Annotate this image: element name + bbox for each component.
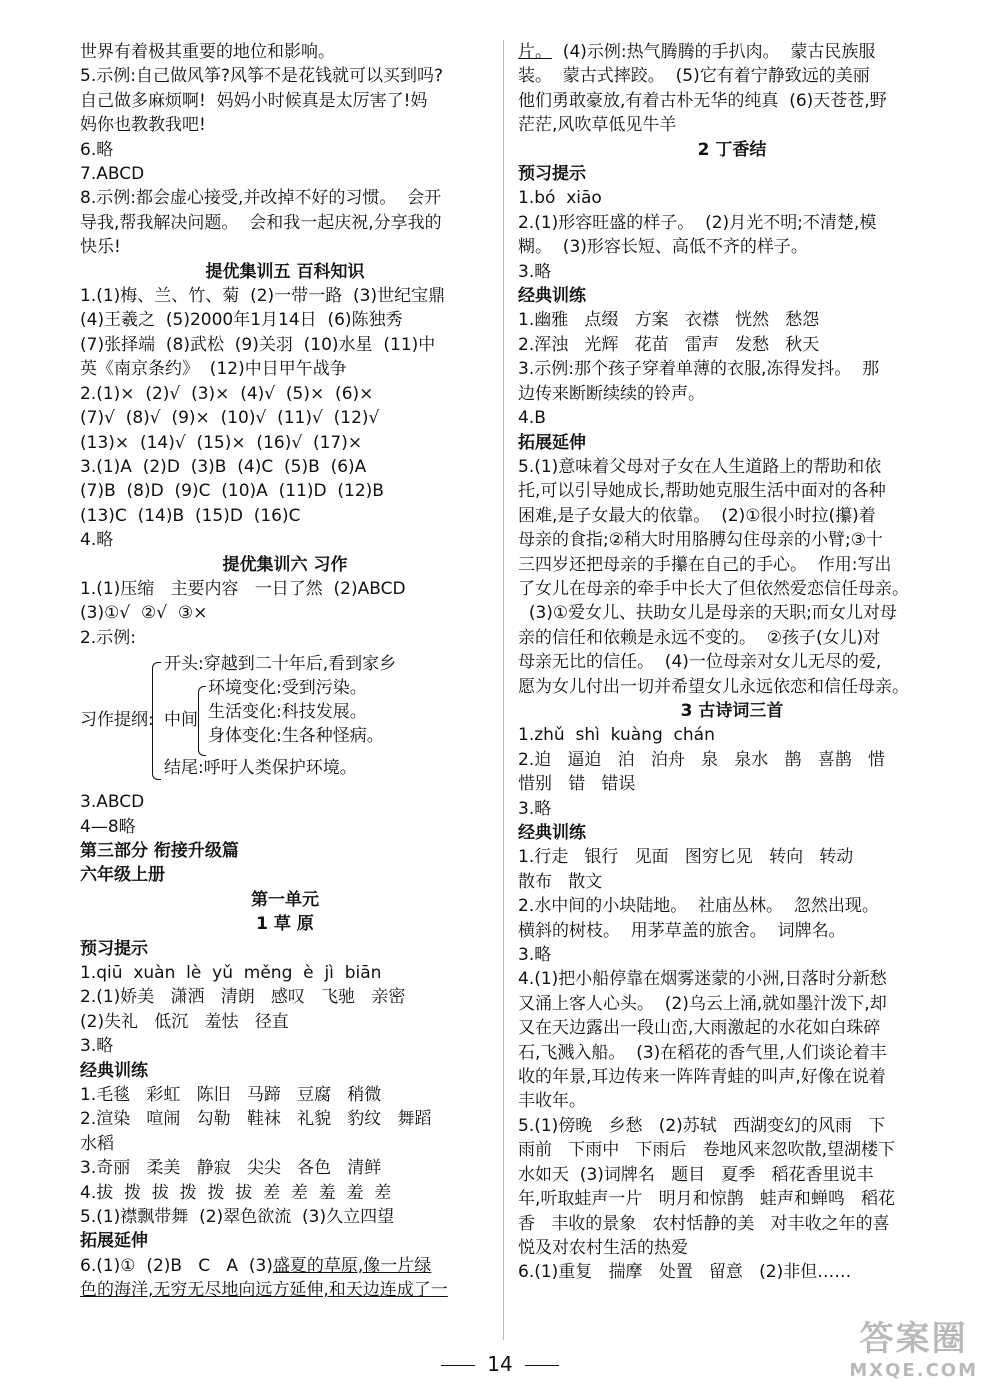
text-line: 8.示例:都会虚心接受,并改掉不好的习惯。 会开 bbox=[80, 188, 442, 209]
subsection-heading: 经典训练 bbox=[80, 1060, 148, 1081]
text-line: 石,飞溅入船。 (3)在稻花的香气里,人们谈论着丰 bbox=[518, 1042, 887, 1063]
text-line: 5.(1)傍晚 乡愁 (2)苏轼 西湖变幻的风雨 下 bbox=[518, 1115, 886, 1136]
text-line: 三四岁还把母亲的手攥在自己的手心。 作用:写出 bbox=[518, 554, 892, 575]
text-line: 香 丰收的景象 农村恬静的美 对丰收之年的喜 bbox=[518, 1213, 890, 1234]
text-line: (7)B (8)D (9)C (10)A (11)D (12)B bbox=[80, 481, 384, 502]
text-line bbox=[80, 1254, 490, 1278]
text-line: 1.(1)梅、兰、竹、菊 (2)一带一路 (3)世纪宝鼎 bbox=[80, 286, 446, 307]
text-line: 装。 蒙古式摔跤。 (5)它有着宁静致远的美丽 bbox=[518, 66, 870, 87]
text-line: 5.(1)襟飘带舞 (2)翠色欲流 (3)久立四望 bbox=[80, 1207, 395, 1228]
text-line: 导我,帮我解决问题。 会和我一起庆祝,分享我的 bbox=[80, 212, 442, 233]
text-line: 1.行走 银行 见面 图穷匕见 转向 转动 bbox=[518, 847, 854, 868]
outline-middle-item: 身体变化:生各种怪病。 bbox=[208, 726, 384, 747]
text-line: 快乐! bbox=[80, 237, 121, 258]
text-line: 愿为女儿付出一切并希望女儿永远依恋和信任母亲。 bbox=[518, 676, 909, 697]
text-line: (3)①√ ②√ ③× bbox=[80, 603, 208, 624]
lesson-heading: 1 草 原 bbox=[256, 914, 314, 935]
text-line: 3.略 bbox=[80, 1036, 114, 1057]
text-line: 英《南京条约》 (12)中日甲午战争 bbox=[80, 359, 347, 380]
text-line: 糊。 (3)形容长短、高低不齐的样子。 bbox=[518, 237, 808, 258]
text-line: 3.略 bbox=[518, 798, 552, 819]
lesson-heading: 2 丁香结 bbox=[697, 139, 767, 160]
subsection-heading: 预习提示 bbox=[80, 938, 148, 959]
text-line: 3.ABCD bbox=[80, 792, 145, 813]
text-line: 收的年景,耳边传来一阵阵青蛙的叫声,好像在说着 bbox=[518, 1067, 886, 1088]
text-segment: 6.(1)① (2)B C A (3) bbox=[80, 1255, 273, 1276]
lesson-heading: 3 古诗词三首 bbox=[680, 700, 784, 721]
subsection-heading: 经典训练 bbox=[518, 823, 586, 843]
text-line: (2)失礼 低沉 羞怯 径直 bbox=[80, 1011, 289, 1032]
outline-brace bbox=[152, 662, 161, 780]
text-line: (7)√ (8)√ (9)× (10)√ (11)√ (12)√ bbox=[80, 408, 380, 429]
text-line: 1.幽雅 点缀 方案 衣襟 恍然 愁怨 bbox=[518, 310, 820, 331]
text-line: 6.(1)重复 揣摩 处置 留意 (2)非但…… bbox=[518, 1262, 852, 1283]
watermark-logo bbox=[849, 1311, 978, 1381]
text-line: 横斜的树枝。 用茅草盖的旅舍。 词牌名。 bbox=[518, 920, 846, 941]
text-line: 茫茫,风吹草低见牛羊 bbox=[518, 115, 677, 136]
text-line: 1.毛毯 彩虹 陈旧 马蹄 豆腐 稍微 bbox=[80, 1085, 382, 1106]
part-heading: 第三部分 衔接升级篇 bbox=[80, 840, 239, 861]
text-line: 7.ABCD bbox=[80, 164, 145, 185]
subsection-heading: 经典训练 bbox=[518, 286, 586, 307]
watermark-text: 答案圈 bbox=[859, 1319, 968, 1359]
text-line: 6.略 bbox=[80, 139, 114, 160]
text-line: 雨前 下雨中 下雨后 卷地风来忽吹散,望湖楼下 bbox=[518, 1140, 896, 1161]
text-line: 惜别 错 错误 bbox=[518, 774, 636, 795]
subsection-heading: 预习提示 bbox=[518, 164, 586, 185]
text-line: 3.略 bbox=[518, 945, 552, 966]
text-line: 2.(1)× (2)√ (3)× (4)√ (5)× (6)× bbox=[80, 383, 374, 404]
text-line: 世界有着极其重要的地位和影响。 bbox=[80, 42, 335, 62]
text-line: (7)张择端 (8)武松 (9)关羽 (10)水星 (11)中 bbox=[80, 334, 436, 355]
text-line: 悦及对农村生活的热爱 bbox=[518, 1237, 688, 1258]
text-line: 他们勇敢豪放,有着古朴无华的纯真 (6)天苍苍,野 bbox=[518, 90, 887, 111]
text-line: 4.略 bbox=[80, 530, 114, 551]
text-line: 母亲无比的信任。 (4)一位母亲对女儿无尽的爱, bbox=[518, 652, 882, 673]
grade-heading: 六年级上册 bbox=[80, 865, 165, 886]
outline-middle-item: 环境变化:受到污染。 bbox=[208, 678, 367, 699]
text-line: 3.示例:那个孩子穿着单薄的衣服,冻得发抖。 那 bbox=[518, 359, 880, 380]
text-line: 2.浑浊 光辉 花苗 雷声 发愁 秋天 bbox=[518, 334, 820, 355]
watermark-url: MXQE.COM bbox=[849, 1360, 978, 1381]
subsection-heading: 拓展延伸 bbox=[518, 432, 586, 453]
text-line: 5.示例:自己做风筝?风筝不是花钱就可以买到吗? bbox=[80, 66, 443, 87]
text-line: 水稻 bbox=[80, 1133, 114, 1154]
text-line: 年,听取蛙声一片 明月和惊鹊 蛙声和蝉鸣 稻花 bbox=[518, 1189, 896, 1210]
text-line bbox=[518, 40, 946, 64]
underlined-text: 盛夏的草原,像一片绿 bbox=[272, 1255, 432, 1276]
text-line: (13)× (14)√ (15)× (16)√ (17)× bbox=[80, 432, 363, 453]
text-line: 2.渲染 喧闹 勾勒 鞋袜 礼貌 豹纹 舞蹈 bbox=[80, 1109, 432, 1130]
text-line: 又涌上客人心头。 (2)乌云上涌,就如墨汁泼下,却 bbox=[518, 993, 887, 1014]
text-line: 4.拔 拨 拔 拨 拨 拔 差 差 羞 羞 差 bbox=[80, 1182, 392, 1203]
text-line: 1.zhǔ shì kuàng chán bbox=[518, 725, 715, 746]
right-column bbox=[518, 40, 946, 1285]
text-line: 5.(1)意味着父母对子女在人生道路上的帮助和依 bbox=[518, 456, 882, 477]
text-line: 2.(1)娇美 潇洒 清朗 感叹 飞驰 亲密 bbox=[80, 987, 406, 1008]
text-line: 边传来断断续续的铃声。 bbox=[518, 383, 705, 404]
text-line: 散布 散文 bbox=[518, 871, 603, 892]
text-line: 又在天边露出一段山峦,大雨激起的水花如白珠碎 bbox=[518, 1018, 881, 1039]
footer-dash bbox=[525, 1365, 559, 1366]
page-number: 14 bbox=[487, 1352, 513, 1376]
text-line: 水如天 (3)词牌名 题目 夏季 稻花香里说丰 bbox=[518, 1164, 874, 1185]
text-line: 3.(1)A (2)D (3)B (4)C (5)B (6)A bbox=[80, 456, 367, 477]
text-line: 1.qiū xuàn lè yǔ měng è jì biān bbox=[80, 963, 382, 983]
text-line: (13)C (14)B (15)D (16)C bbox=[80, 505, 301, 526]
text-line: (3)①爱女儿、扶助女儿是母亲的天职;而女儿对母 bbox=[518, 603, 897, 624]
text-line: 1.(1)压缩 主要内容 一日了然 (2)ABCD bbox=[80, 578, 406, 599]
writing-outline bbox=[80, 652, 490, 788]
underlined-text: 片。 bbox=[518, 42, 552, 62]
text-segment: (4)示例:热气腾腾的手扒肉。 蒙古民族服 bbox=[552, 42, 876, 62]
outline-middle: 中间 bbox=[164, 710, 198, 731]
text-line: 了女儿在母亲的牵手中长大了但依然爱恋信任母亲。 bbox=[518, 578, 909, 599]
section-heading: 提优集训五 百科知识 bbox=[205, 261, 365, 282]
subsection-heading: 拓展延伸 bbox=[80, 1231, 148, 1252]
outline-end: 结尾:呼吁人类保护环境。 bbox=[164, 758, 357, 779]
footer-dash bbox=[441, 1365, 475, 1366]
outline-start: 开头:穿越到二十年后,看到家乡 bbox=[164, 654, 397, 675]
column-divider bbox=[503, 40, 504, 1340]
underlined-text: 色的海洋,无穷无尽地向远方延伸,和天边连成了一 bbox=[80, 1280, 448, 1301]
outline-sub-brace bbox=[198, 686, 206, 756]
text-line: 困难,是子女最大的依靠。 (2)①很小时拉(攥)着 bbox=[518, 505, 876, 526]
text-line: 4.(1)把小船停靠在烟雾迷蒙的小洲,日落时分新愁 bbox=[518, 969, 887, 990]
text-line: 3.略 bbox=[518, 261, 552, 282]
unit-heading: 第一单元 bbox=[251, 889, 319, 910]
text-line: 丰收年。 bbox=[518, 1091, 586, 1112]
text-line: 3.奇丽 柔美 静寂 尖尖 各色 清鲜 bbox=[80, 1158, 382, 1179]
outline-label: 习作提纲: bbox=[80, 710, 154, 731]
text-line: 4.B bbox=[518, 408, 546, 429]
outline-middle-item: 生活变化:科技发展。 bbox=[208, 702, 367, 723]
text-line: 亲的信任和依赖是永远不变的。 ②孩子(女儿)对 bbox=[518, 627, 881, 648]
text-line: 自己做多麻烦啊! 妈妈小时候真是太厉害了!妈 bbox=[80, 90, 428, 111]
text-line: 2.水中间的小块陆地。 社庙丛林。 忽然出现。 bbox=[518, 896, 879, 917]
text-line: 2.迫 逼迫 泊 泊舟 泉 泉水 鹊 喜鹊 惜 bbox=[518, 749, 885, 770]
section-heading: 提优集训六 习作 bbox=[222, 554, 348, 575]
text-line: 1.bó xiāo bbox=[518, 188, 602, 209]
text-line: 2.示例: bbox=[80, 627, 136, 648]
text-line: 妈你也教教我吧! bbox=[80, 115, 206, 136]
text-line: (4)王羲之 (5)2000年1月14日 (6)陈独秀 bbox=[80, 310, 403, 331]
text-line: 托,可以引导她成长,帮助她克服生活中面对的各种 bbox=[518, 481, 886, 502]
left-column bbox=[80, 40, 490, 1303]
text-line: 2.(1)形容旺盛的样子。 (2)月光不明;不清楚,模 bbox=[518, 212, 877, 233]
text-line: 母亲的食指;②稍大时用胳膊勾住母亲的小臂;③十 bbox=[518, 530, 883, 551]
text-line: 4—8略 bbox=[80, 816, 136, 837]
